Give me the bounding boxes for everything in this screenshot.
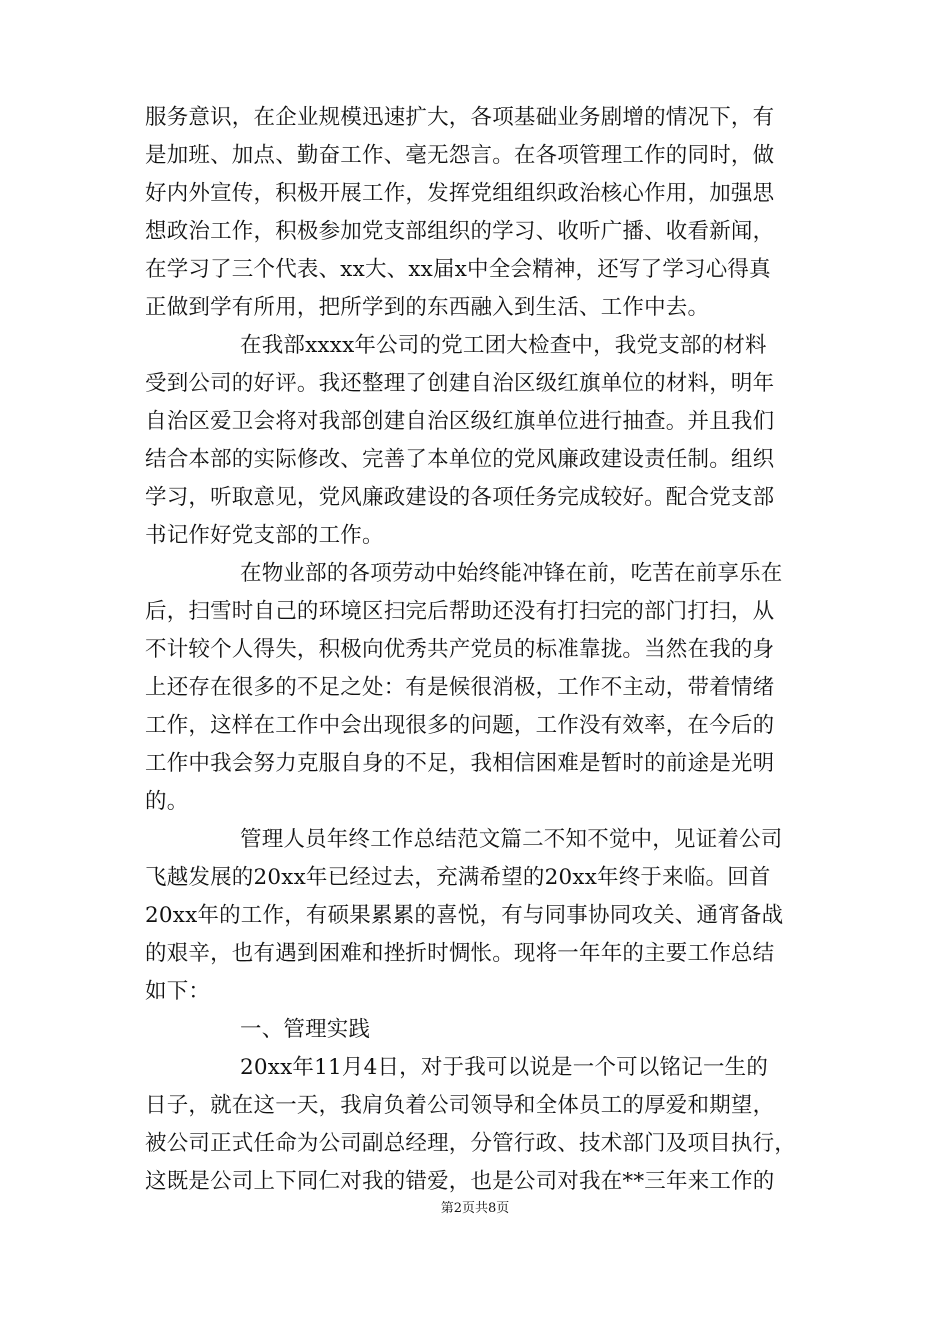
text-line: 书记作好党支部的工作。 — [145, 523, 384, 548]
section-heading: 一、管理实践 — [240, 1017, 371, 1042]
text-line: 是加班、加点、勤奋工作、毫无怨言。在各项管理工作的同时，做 — [145, 143, 775, 168]
page-number-footer: 第2页共8页 — [440, 1201, 510, 1216]
paragraph-first-line: 在物业部的各项劳动中始终能冲锋在前，吃苦在前享乐在 — [240, 561, 783, 586]
text-line: 飞越发展的20xx年已经过去，充满希望的20xx年终于来临。回首 — [145, 865, 771, 890]
text-line: 的艰辛，也有遇到困难和挫折时惆怅。现将一年年的主要工作总结 — [145, 941, 775, 966]
text-line: 20xx年的工作，有硕果累累的喜悦，有与同事协同攻关、通宵备战 — [145, 903, 784, 928]
text-line: 服务意识，在企业规模迅速扩大，各项基础业务剧增的情况下，有 — [145, 105, 775, 130]
text-line: 学习，听取意见，党风廉政建设的各项任务完成较好。配合党支部 — [145, 485, 775, 510]
paragraph-first-line: 管理人员年终工作总结范文篇二不知不觉中，见证着公司 — [240, 827, 783, 852]
text-line: 结合本部的实际修改、完善了本单位的党风廉政建设责任制。组织 — [145, 447, 775, 472]
text-line: 的。 — [145, 789, 189, 814]
text-line: 工作，这样在工作中会出现很多的问题，工作没有效率，在今后的 — [145, 713, 775, 738]
paragraph-first-line: 在我部xxxx年公司的党工团大检查中，我党支部的材料 — [240, 333, 767, 358]
paragraph-first-line: 20xx年11月4日，对于我可以说是一个可以铭记一生的 — [240, 1055, 769, 1080]
text-line: 正做到学有所用，把所学到的东西融入到生活、工作中去。 — [145, 295, 710, 320]
text-line: 好内外宣传，积极开展工作，发挥党组组织政治核心作用，加强思 — [145, 181, 775, 206]
text-line: 受到公司的好评。我还整理了创建自治区级红旗单位的材料，明年 — [145, 371, 775, 396]
text-line: 不计较个人得失，积极向优秀共产党员的标准靠拢。当然在我的身 — [145, 637, 775, 662]
text-line: 日子，就在这一天，我肩负着公司领导和全体员工的厚爱和期望， — [145, 1093, 775, 1118]
text-line: 在学习了三个代表、xx大、xx届x中全会精神，还写了学习心得真 — [145, 257, 771, 282]
text-line: 工作中我会努力克服自身的不足，我相信困难是暂时的前途是光明 — [145, 751, 775, 776]
text-line: 上还存在很多的不足之处：有是候很消极，工作不主动，带着情绪 — [145, 675, 775, 700]
text-line: 如下： — [145, 979, 211, 1004]
text-line: 被公司正式任命为公司副总经理，分管行政、技术部门及项目执行， — [145, 1131, 797, 1156]
text-line: 自治区爱卫会将对我部创建自治区级红旗单位进行抽查。并且我们 — [145, 409, 775, 434]
text-line: 后，扫雪时自己的环境区扫完后帮助还没有打扫完的部门打扫，从 — [145, 599, 775, 624]
text-line: 想政治工作，积极参加党支部组织的学习、收听广播、收看新闻， — [145, 219, 775, 244]
text-line: 这既是公司上下同仁对我的错爱，也是公司对我在**三年来工作的 — [145, 1169, 775, 1194]
